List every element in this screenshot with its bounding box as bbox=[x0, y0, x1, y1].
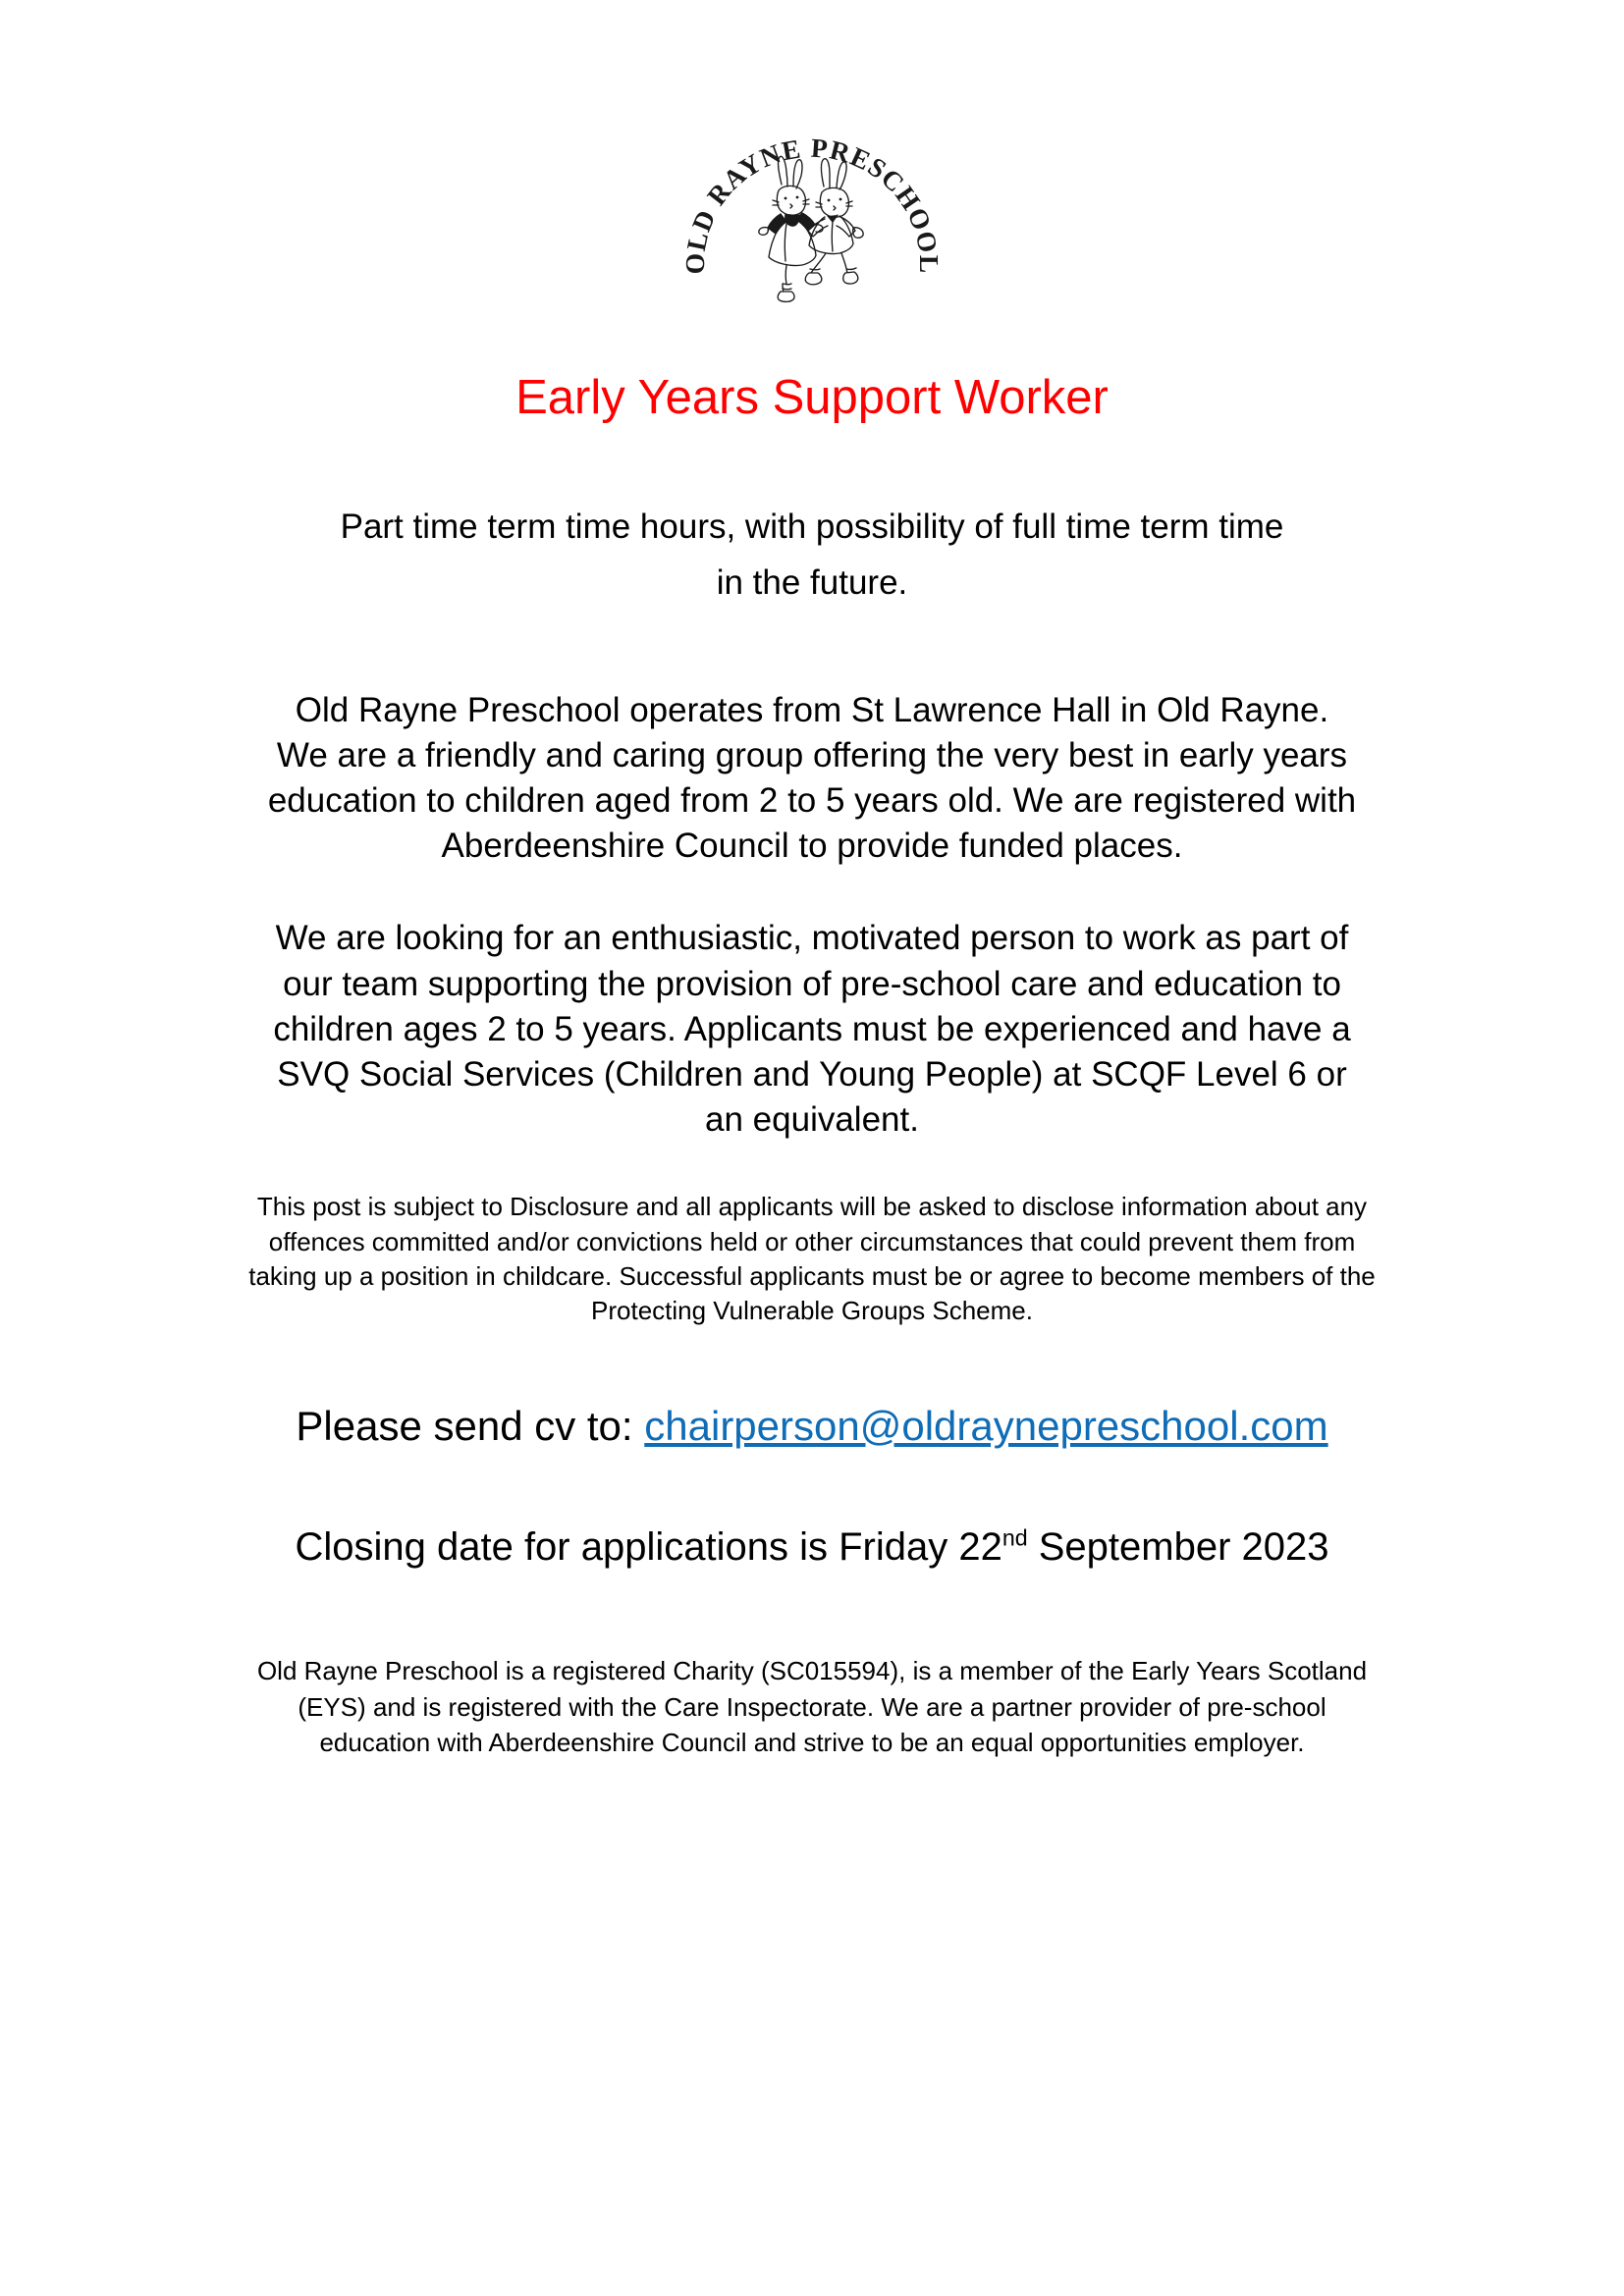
contact-line bbox=[108, 1329, 1516, 1454]
disclosure-line-4: Protecting Vulnerable Groups Scheme. bbox=[591, 1296, 1033, 1326]
hours-line-1: Part time term time hours, with possibility of full time term time bbox=[340, 507, 1284, 547]
role-paragraph bbox=[108, 869, 1516, 1143]
role-line-5: an equivalent. bbox=[705, 1100, 919, 1140]
email-link[interactable]: chairperson@oldraynepreschool.com bbox=[644, 1402, 1328, 1449]
disclosure-line-1: This post is subject to Disclosure and all applicants will be asked to disclose information about any bbox=[256, 1192, 1368, 1222]
footer-line-1: Old Rayne Preschool is a registered Charity (SC015594), is a member of the Early Years Scotland bbox=[256, 1656, 1368, 1686]
disclosure-line-2: offences committed and/or convictions held or other circumstances that could prevent them from bbox=[268, 1226, 1356, 1256]
closing-date-suffix: September 2023 bbox=[1027, 1525, 1329, 1570]
rabbit-boy-illustration bbox=[805, 159, 863, 285]
role-line-2: our team supporting the provision of pre-school care and education to bbox=[283, 964, 1341, 1003]
disclosure-line-3: taking up a position in childcare. Successful applicants must be or agree to become members of the bbox=[248, 1261, 1376, 1292]
intro-paragraph bbox=[108, 612, 1516, 870]
role-line-1: We are looking for an enthusiastic, motivated person to work as part of bbox=[275, 919, 1349, 958]
closing-date-ordinal: nd bbox=[1001, 1525, 1028, 1552]
intro-line-1: Old Rayne Preschool operates from St Lawrence Hall in Old Rayne. bbox=[295, 690, 1329, 729]
hours-statement bbox=[108, 425, 1516, 611]
role-line-4: SVQ Social Services (Children and Young People) at SCQF Level 6 or bbox=[277, 1055, 1347, 1095]
role-line-3: children ages 2 to 5 years. Applicants must be experienced and have a bbox=[273, 1009, 1351, 1048]
logo-arc-text: OLD RAYNE PRESCHOOL bbox=[678, 132, 946, 275]
page-title: Early Years Support Worker bbox=[515, 371, 1109, 424]
footer-line-2: (EYS) and is registered with the Care Inspectorate. We are a partner provider of pre-school bbox=[298, 1691, 1326, 1722]
old-rayne-preschool-logo bbox=[675, 118, 949, 304]
disclosure-paragraph bbox=[108, 1143, 1516, 1328]
hours-line-2: in the future. bbox=[716, 563, 908, 603]
logo-block bbox=[108, 0, 1516, 304]
footer-line-3: education with Aberdeenshire Council and strive to be an equal opportunities employer. bbox=[319, 1728, 1305, 1758]
intro-line-3: education to children aged from 2 to 5 years old. We are registered with bbox=[267, 781, 1357, 821]
closing-date-line bbox=[108, 1453, 1516, 1573]
intro-line-2: We are a friendly and caring group offering the very best in early years bbox=[276, 735, 1348, 774]
footer-paragraph bbox=[108, 1573, 1516, 1760]
intro-line-4: Aberdeenshire Council to provide funded places. bbox=[441, 827, 1183, 866]
closing-date-prefix: Closing date for applications is Friday 22 bbox=[295, 1525, 1002, 1570]
contact-prefix: Please send cv to: bbox=[296, 1402, 645, 1449]
